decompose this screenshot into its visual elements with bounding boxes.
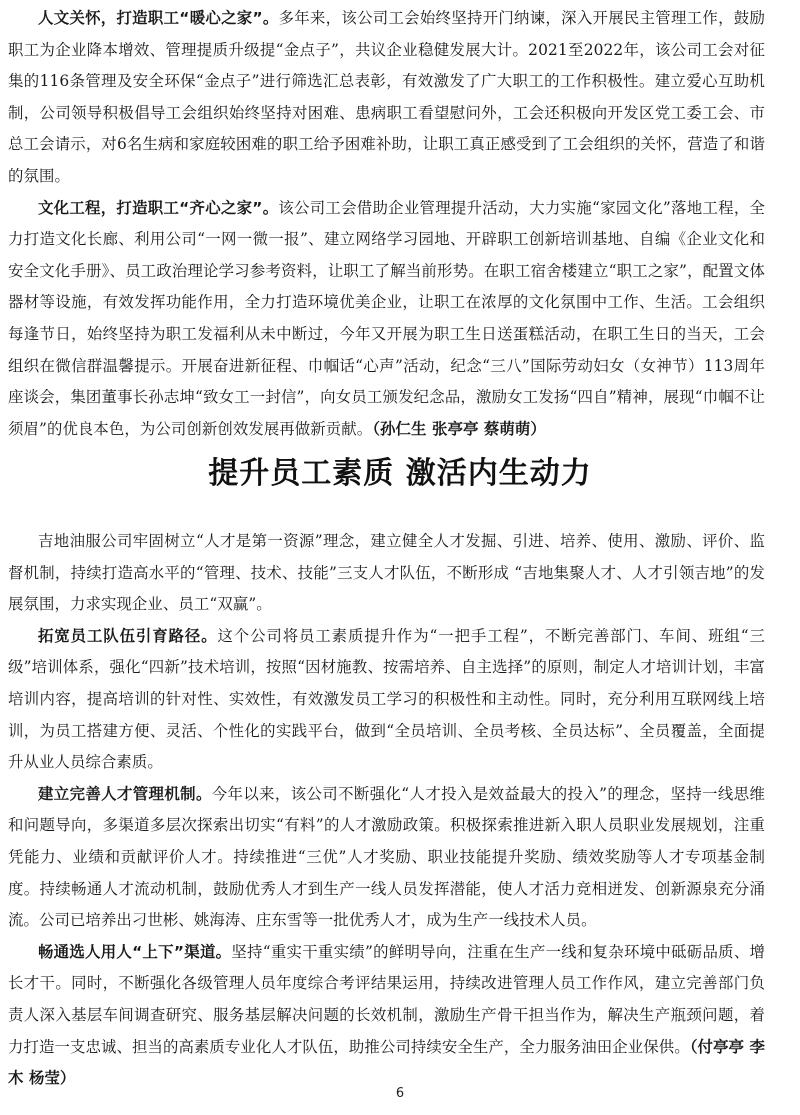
- paragraph-lead: 文化工程，打造职工“齐心之家”。: [38, 198, 279, 217]
- paragraph-lead: 建立完善人才管理机制。: [38, 784, 212, 803]
- paragraph-lead: 畅通选人用人“上下”渠道。: [38, 942, 232, 961]
- paragraph-talent-mechanism: [0, 779, 800, 937]
- paragraph-warm-home: [0, 3, 800, 193]
- paragraph-intro: 吉地油服公司牢固树立“人才是第一资源”理念，建立健全人才发掘、引进、培养、使用、激励、评价、监督机制，持续打造高水平的“管理、技术、技能”三支人才队伍，不断形成 “吉地集聚人才、人才引领吉地”的发展氛围，力求实现企业、员工“双赢”。: [8, 532, 765, 614]
- paragraph-text: 坚持“重实干重实绩”的鲜明导向，注重在生产一线和复杂环境中砥砺品质、增长才干。同时，不断强化各级管理人员年度综合考评结果运用，持续改进管理人员工作作风，建立完善部门负责人深入基层车间调查研究、服务基层解决问题的长效机制，激励生产骨干担当作为，解决生产瓶颈问题，着力打造一支忠诚、担当的高素质专业化人才队伍，助推公司持续安全生产，全力服务油田企业保供。: [8, 942, 765, 1056]
- paragraph-text: 今年以来，该公司不断强化“人才投入是效益最大的投入”的理念，坚持一线思维和问题导向，多渠道多层次探索出切实“有料”的人才激励政策。积极探索推进新入职人员职业发展规划，注重凭能力、业绩和贡献评价人才。持续推进“三优”人才奖励、职业技能提升奖励、绩效奖励等人才专项基金制度。持续畅通人才流动机制，鼓励优秀人才到生产一线人员发挥潜能，使人才活力竞相迸发、创新源泉充分涌流。公司已培养出刁世彬、姚海涛、庄东雪等一批优秀人才，成为生产一线技术人员。: [8, 784, 765, 930]
- paragraph-training: [0, 621, 800, 779]
- paragraph-culture-home: [0, 193, 800, 446]
- paragraph-lead: 拓宽员工队伍引育路径。: [38, 626, 218, 645]
- paragraph-lead: 人文关怀，打造职工“暖心之家”。: [38, 9, 279, 27]
- author-byline: （付亭亭 李木 杨莹）: [8, 1037, 765, 1088]
- paragraph-selection: [0, 937, 800, 1095]
- section-talent: [0, 526, 800, 1095]
- author-byline: （孙仁生 张亭亭 蔡萌萌）: [372, 419, 546, 438]
- page-number: 6: [395, 1086, 405, 1101]
- section-union-care: [0, 3, 800, 445]
- paragraph-text: 这个公司将员工素质提升作为“一把手工程”，不断完善部门、车间、班组“三级”培训体系，强化“四新”技术培训，按照“因材施教、按需培养、自主选择”的原则，制定人才培训计划，丰富培训内容，提高培训的针对性、实效性，有效激发员工学习的积极性和主动性。同时，充分利用互联网线上培训，为员工搭建方便、灵活、个性化的实践平台，做到“全员培训、全员考核、全员达标”、全员覆盖，全面提升从业人员综合素质。: [8, 626, 765, 772]
- paragraph-text: 该公司工会借助企业管理提升活动，大力实施“家园文化”落地工程，全力打造文化长廊、利用公司“一网一微一报”、建立网络学习园地、开辟职工创新培训基地、自编《企业文化和安全文化手册》、员工政治理论学习参考资料，让职工了解当前形势。在职工宿舍楼建立“职工之家”，配置文体器材等设施，有效发挥功能作用，全力打造环境优美企业，让职工在浓厚的文化氛围中工作、生活。工会组织每逢节日，始终坚持为职工发福利从未中断过，今年又开展为职工生日送蛋糕活动，在职工生日的当天，工会组织在微信群温馨提示。开展奋进新征程、巾帼话“心声”活动，纪念“三八”国际劳动妇女（女神节）113周年座谈会，集团董事长孙志坤“致女工一封信”，向女员工颁发纪念品，激励女工发扬“四自”精神，展现“巾帼不让须眉”的优良本色，为公司创新创效发展再做新贡献。: [8, 198, 765, 438]
- article-title: 提升员工素质 激活内生动力: [208, 456, 592, 491]
- paragraph-text: 多年来，该公司工会始终坚持开门纳谏，深入开展民主管理工作，鼓励职工为企业降本增效、管理提质升级提“金点子”，共议企业稳健发展大计。2021至2022年，该公司工会对征集的116条管理及安全环保“金点子”进行筛选汇总表彰，有效激发了广大职工的工作积极性。建立爱心互助机制，公司领导积极倡导工会组织始终坚持对困难、患病职工看望慰问外，工会还积极向开发区党工委工会、市总工会请示，对6名生病和家庭较困难的职工给予困难补助，让职工真正感受到了工会组织的关怀，营造了和谐的氛围。: [8, 9, 765, 185]
